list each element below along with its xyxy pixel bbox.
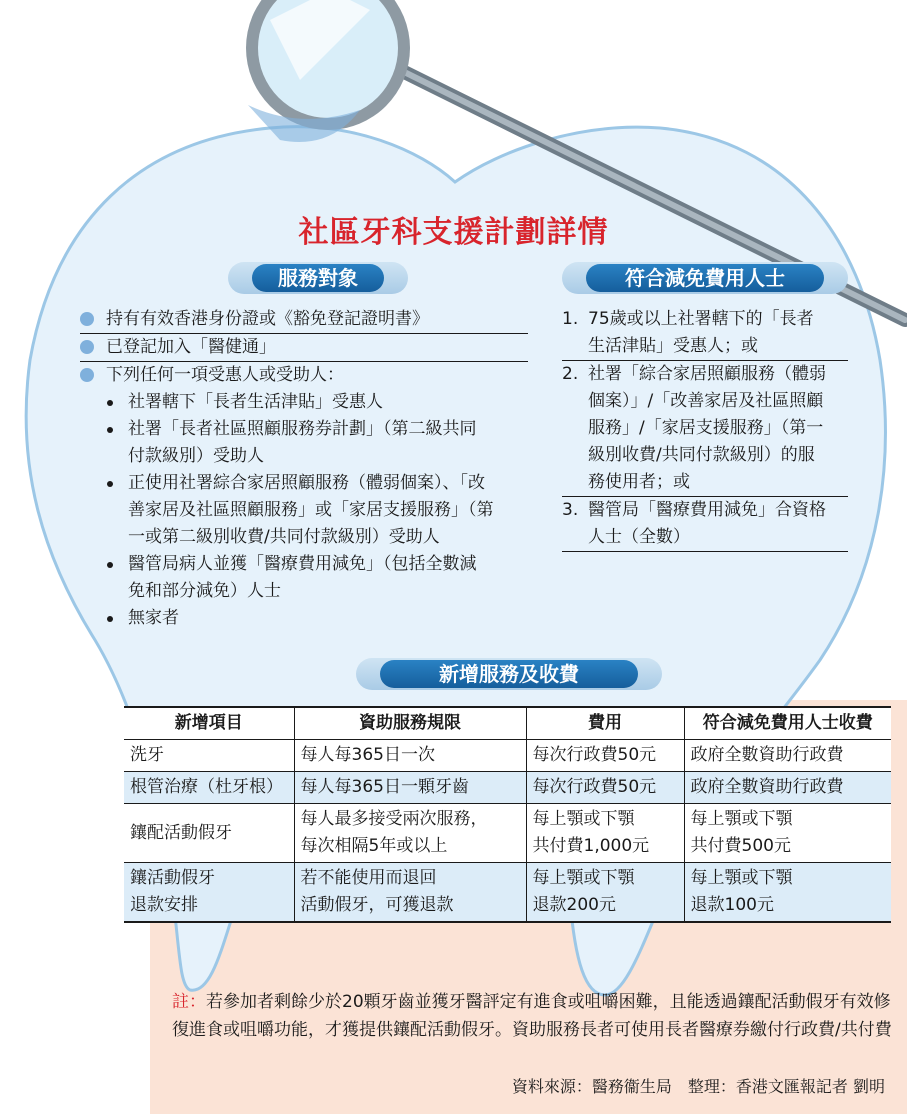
- page-title: 社區牙科支援計劃詳情: [298, 215, 609, 250]
- eligibility-list: [80, 306, 528, 632]
- eligibility-heading-pill: [228, 262, 408, 294]
- blue-dot-icon: [80, 340, 94, 354]
- waiver-item: 2. 社署「綜合家居照顧服務（體弱 個案）」/「改善家居及社區照顧 服務」/「家居支援服務」（第一 級別收費/共同付款級別）的服 務使用者；或: [562, 361, 848, 497]
- waiver-heading: 符合減免費用人士: [586, 264, 824, 292]
- table-row: 鑲配活動假牙 每人最多接受兩次服務， 每次相隔5年或以上 每上顎或下顎 共付費1,000元 每上顎或下顎 共付費500元: [124, 804, 891, 863]
- table-row: 鑲活動假牙 退款安排 若不能使用而退回 活動假牙，可獲退款 每上顎或下顎 退款200元 每上顎或下顎 退款100元: [124, 863, 891, 923]
- eligibility-heading: 服務對象: [252, 264, 384, 292]
- fees-table: [124, 706, 891, 923]
- column-header: 符合減免費用人士收費: [684, 707, 891, 740]
- blue-dot-icon: [80, 368, 94, 382]
- eligibility-item: 下列任何一項受惠人或受助人：: [80, 362, 528, 389]
- waiver-heading-pill: [562, 262, 848, 294]
- eligibility-subitem: 社署「長者社區照顧服務券計劃」（第二級共同 付款級別）受助人: [80, 416, 528, 470]
- table-row: 根管治療（杜牙根） 每人每365日一顆牙齒 每次行政費50元 政府全數資助行政費: [124, 772, 891, 804]
- bullet-icon: [107, 562, 113, 568]
- bullet-icon: [107, 400, 113, 406]
- footnote-label: 註：: [172, 992, 206, 1012]
- eligibility-item: 持有有效香港身份證或《豁免登記證明書》: [80, 306, 528, 334]
- eligibility-item: 已登記加入「醫健通」: [80, 334, 528, 362]
- table-header-row: [124, 707, 891, 740]
- waiver-item: 1. 75歲或以上社署轄下的「長者 生活津貼」受惠人；或: [562, 306, 848, 361]
- source-credit: 資料來源：醫務衞生局 整理：香港文匯報記者 劉明: [511, 1077, 885, 1096]
- column-header: 費用: [526, 707, 684, 740]
- eligibility-subitem: 社署轄下「長者生活津貼」受惠人: [80, 389, 528, 416]
- column-header: 新增項目: [124, 707, 294, 740]
- table-row: 洗牙 每人每365日一次 每次行政費50元 政府全數資助行政費: [124, 740, 891, 772]
- footnote-text: 若參加者剩餘少於20顆牙齒並獲牙醫評定有進食或咀嚼困難，且能透過鑲配活動假牙有效修復進食或咀嚼功能，才獲提供鑲配活動假牙。資助服務長者可使用長者醫療券繳付行政費/共付費: [172, 992, 892, 1040]
- bullet-icon: [107, 616, 113, 622]
- bullet-icon: [107, 481, 113, 487]
- column-header: 資助服務規限: [294, 707, 526, 740]
- services-heading-pill: [356, 658, 662, 690]
- eligibility-subitem: 醫管局病人並獲「醫療費用減免」（包括全數減 免和部分減免）人士: [80, 551, 528, 605]
- bullet-icon: [107, 427, 113, 433]
- eligibility-subitem: 正使用社署綜合家居照顧服務（體弱個案）、「改 善家居及社區照顧服務」或「家居支援服務」（第 一或第二級別收費/共同付款級別）受助人: [80, 470, 528, 551]
- blue-dot-icon: [80, 312, 94, 326]
- footnote: [172, 988, 892, 1044]
- waiver-item: 3. 醫管局「醫療費用減免」合資格 人士（全數）: [562, 497, 848, 552]
- eligibility-subitem: 無家者: [80, 605, 528, 632]
- services-heading: 新增服務及收費: [380, 660, 638, 688]
- waiver-list: [562, 306, 848, 552]
